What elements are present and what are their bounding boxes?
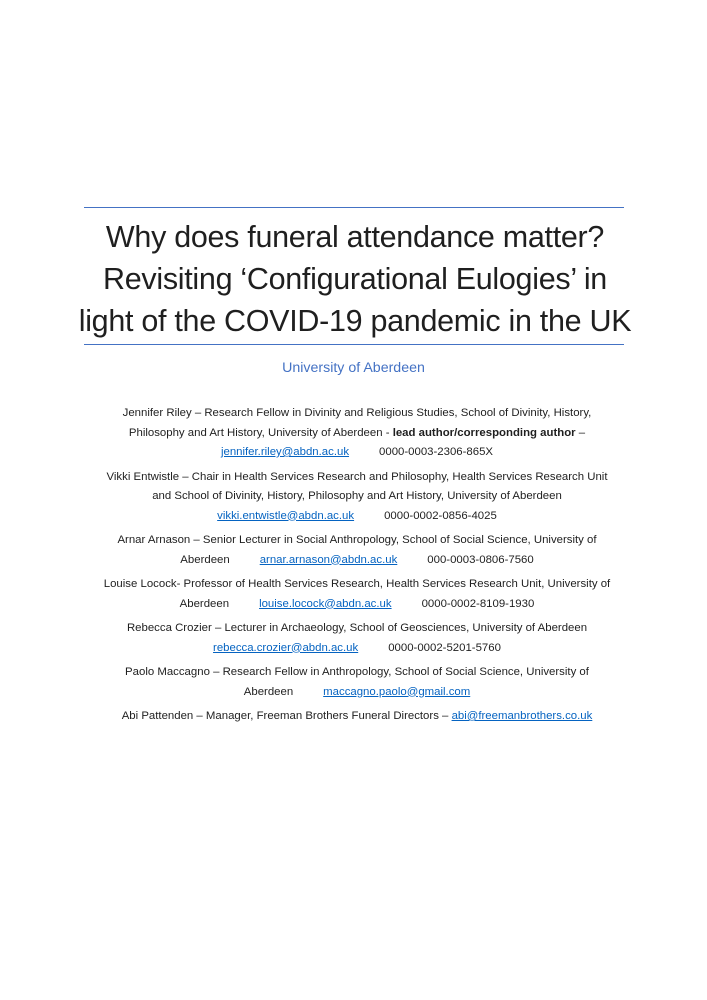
author-separator: – [575, 426, 586, 439]
author-contact [92, 507, 622, 527]
author-description: Jennifer Riley – Research Fellow in Divinity and Religious Studies, School of Divinity, History, [122, 407, 592, 419]
email-link[interactable]: rebecca.crozier@abdn.ac.uk [213, 641, 359, 654]
author-entry-entwistle [92, 468, 622, 527]
author-description-cont [92, 424, 622, 444]
author-description: Vikki Entwistle – Chair in Health Services Research and Philosophy, Health Services Research Unit [106, 470, 608, 483]
title-rule-bottom [84, 344, 624, 345]
author-description-cont: Aberdeen [179, 597, 230, 610]
author-contact [92, 707, 622, 727]
author-entry-arnason [92, 531, 622, 570]
title-line-1: Why does funeral attendance matter? [105, 220, 605, 254]
author-contact [92, 683, 622, 703]
email-link[interactable]: vikki.entwistle@abdn.ac.uk [217, 509, 355, 522]
author-entry-locock [92, 575, 622, 614]
author-contact [92, 551, 622, 571]
orcid: 0000-0002-0856-4025 [384, 509, 497, 522]
author-entry-riley [92, 404, 622, 463]
email-link[interactable]: abi@freemanbrothers.co.uk [451, 710, 593, 722]
author-description: Louise Locock- Professor of Health Services Research, Health Services Research Unit, University of [103, 578, 611, 590]
orcid: 0000-0003-2306-865X [379, 446, 494, 458]
author-contact [92, 443, 622, 463]
email-link[interactable]: arnar.arnason@abdn.ac.uk [259, 553, 398, 566]
email-link[interactable]: jennifer.riley@abdn.ac.uk [220, 446, 350, 458]
author-description: Rebecca Crozier – Lecturer in Archaeology, School of Geosciences, University of Aberdeen [126, 622, 588, 634]
author-entry-crozier [92, 619, 622, 658]
orcid: 000-0003-0806-7560 [427, 553, 534, 566]
author-contact [92, 595, 622, 615]
title-line-2: Revisiting ‘Configurational Eulogies’ in [103, 262, 607, 296]
orcid: 0000-0002-5201-5760 [388, 641, 501, 654]
author-entry-maccagno [92, 663, 622, 702]
author-contact [92, 639, 622, 659]
orcid: 0000-0002-8109-1930 [421, 597, 535, 610]
author-description: Philosophy and Art History, University of Aberdeen - [128, 426, 393, 439]
title-rule-top [84, 207, 624, 208]
corresponding-author-label: lead author/corresponding author [392, 426, 576, 439]
email-link[interactable]: louise.locock@abdn.ac.uk [259, 597, 392, 610]
author-description-cont: Aberdeen [243, 685, 294, 698]
author-entry-pattenden [92, 707, 622, 727]
affiliation: University of Aberdeen [282, 360, 425, 376]
author-description: Arnar Arnason – Senior Lecturer in Social Anthropology, School of Social Science, University of [117, 534, 597, 546]
email-link[interactable]: maccagno.paolo@gmail.com [323, 685, 471, 698]
author-description-cont: Aberdeen [180, 553, 230, 566]
author-list [92, 404, 622, 732]
paper-title [60, 216, 650, 342]
title-line-3: light of the COVID-19 pandemic in the UK [78, 304, 632, 338]
author-description: Abi Pattenden – Manager, Freeman Brothers Funeral Directors – [121, 710, 452, 722]
author-description: Paolo Maccagno – Research Fellow in Anthropology, School of Social Science, University of [125, 666, 589, 678]
author-description-cont: and School of Divinity, History, Philosophy and Art History, University of Aberdeen [152, 490, 562, 502]
